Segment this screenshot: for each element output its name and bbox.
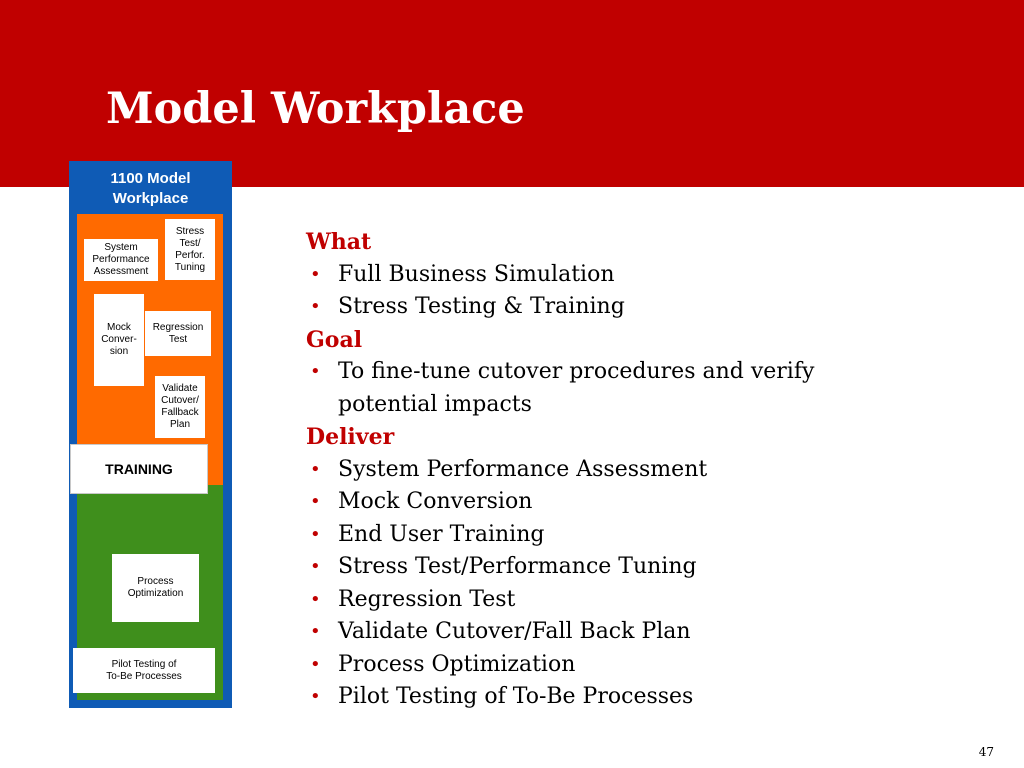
list-item-text: End User Training: [338, 521, 545, 547]
list-item: [306, 454, 946, 487]
list-item-text: Pilot Testing of To-Be Processes: [338, 684, 694, 709]
mock-conversion-box: Mock Conver- sion: [94, 294, 144, 386]
training-box: TRAINING: [70, 444, 208, 494]
pilot-testing-box: Pilot Testing of To-Be Processes: [73, 648, 215, 693]
list-item-text: To fine-tune cutover procedures and verify potential impacts: [338, 359, 815, 417]
list-item-text: Mock Conversion: [338, 489, 533, 514]
slide-title: Model Workplace: [106, 84, 525, 134]
list-item: [306, 291, 946, 324]
bullet-icon: •: [310, 491, 321, 512]
list-item-text: Process Optimization: [338, 651, 576, 677]
list-item: [306, 649, 946, 682]
list-item-text: Validate Cutover/Fall Back Plan: [338, 619, 691, 644]
list-item: [306, 259, 946, 292]
bullet-icon: •: [310, 556, 321, 577]
list-item: [306, 616, 946, 649]
list-item: [306, 519, 946, 552]
model-workplace-diagram: [69, 161, 232, 708]
regression-test-box: Regression Test: [145, 311, 211, 356]
bullet-icon: •: [310, 263, 321, 285]
section-heading-goal: Goal: [306, 326, 363, 353]
list-item-text: Full Business Simulation: [338, 261, 615, 287]
bullet-icon: •: [310, 653, 321, 675]
list-item: [306, 551, 946, 584]
list-item: [306, 486, 946, 519]
validate-cutover-box: Validate Cutover/ Fallback Plan: [155, 376, 205, 438]
page-number: 47: [978, 745, 994, 759]
list-item-text: Stress Testing & Training: [338, 294, 625, 319]
bullet-icon: •: [310, 296, 321, 317]
list-item-text: System Performance Assessment: [338, 456, 708, 482]
section-heading-what: What: [306, 229, 372, 255]
list-item-text: Regression Test: [338, 586, 516, 612]
process-zone: [77, 485, 223, 700]
list-item-text: Stress Test/Performance Tuning: [338, 554, 697, 579]
system-performance-box: System Performance Assessment: [84, 239, 158, 281]
section-heading-deliver: Deliver: [306, 424, 395, 450]
list-item: [306, 356, 946, 421]
bullet-icon: •: [310, 361, 321, 382]
list-item: [306, 584, 946, 617]
bullet-icon: •: [310, 621, 321, 642]
bullet-icon: •: [310, 523, 321, 545]
bullet-icon: •: [310, 686, 321, 707]
content-list: [306, 226, 946, 714]
diagram-title: 1100 Model Workplace: [110, 170, 191, 207]
process-optimization-box: Process Optimization: [112, 554, 199, 622]
bullet-icon: •: [310, 588, 321, 610]
bullet-icon: •: [310, 458, 321, 480]
stress-test-box: Stress Test/ Perfor. Tuning: [165, 219, 215, 280]
list-item: [306, 681, 946, 714]
